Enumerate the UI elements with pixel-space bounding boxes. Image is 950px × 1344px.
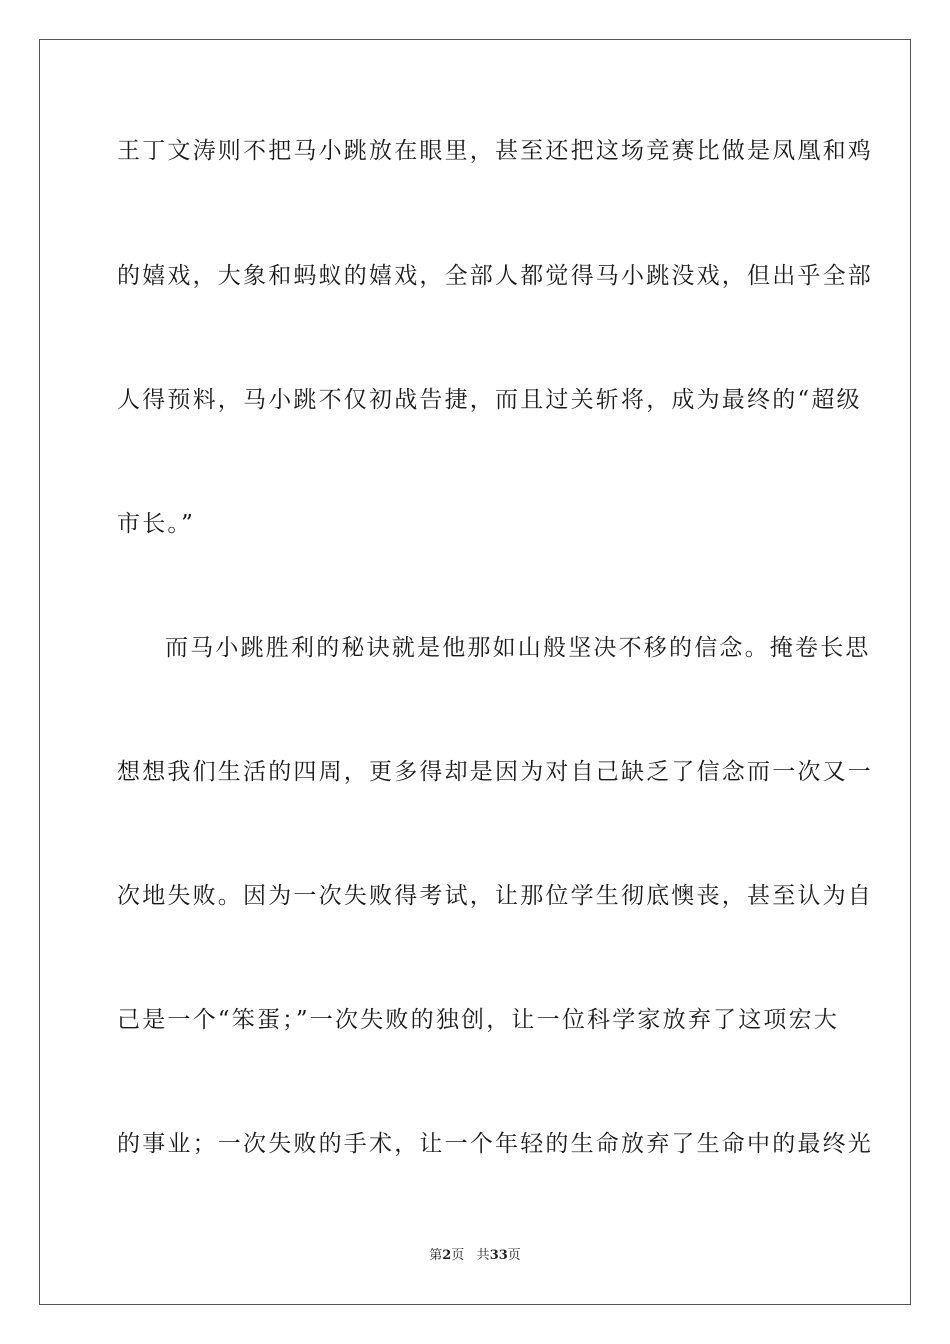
page-suffix: 页 <box>451 1248 465 1263</box>
text-line-2: 的嬉戏，大象和蚂蚁的嬉戏，全部人都觉得马小跳没戏，但出乎全部 <box>117 263 873 289</box>
text-line-5: 而马小跳胜利的秘诀就是他那如山般坚决不移的信念。掩卷长思 <box>165 635 871 661</box>
total-prefix: 共 <box>476 1248 490 1263</box>
text-line-9: 的事业；一次失败的手术，让一个年轻的生命放弃了生命中的最终光 <box>117 1131 873 1157</box>
page-footer <box>0 1247 950 1265</box>
text-line-4: 市长。” <box>117 511 196 537</box>
text-line-8: 己是一个“笨蛋；”一次失败的独创，让一位科学家放弃了这项宏大 <box>117 1007 840 1033</box>
total-suffix: 页 <box>507 1248 521 1263</box>
text-line-6: 想想我们生活的四周，更多得却是因为对自己缺乏了信念而一次又一 <box>117 759 873 785</box>
text-line-7: 次地失败。因为一次失败得考试，让那位学生彻底懊丧，甚至认为自 <box>117 883 873 909</box>
page-number: 2 <box>442 1248 452 1263</box>
text-line-3: 人得预料，马小跳不仅初战告捷，而且过关斩将，成为最终的“超级 <box>117 387 862 413</box>
page-prefix: 第 <box>429 1248 443 1263</box>
text-line-1: 王丁文涛则不把马小跳放在眼里，甚至还把这场竞赛比做是凤凰和鸡 <box>117 138 873 164</box>
total-pages: 33 <box>489 1248 508 1263</box>
page-border <box>39 39 911 1305</box>
